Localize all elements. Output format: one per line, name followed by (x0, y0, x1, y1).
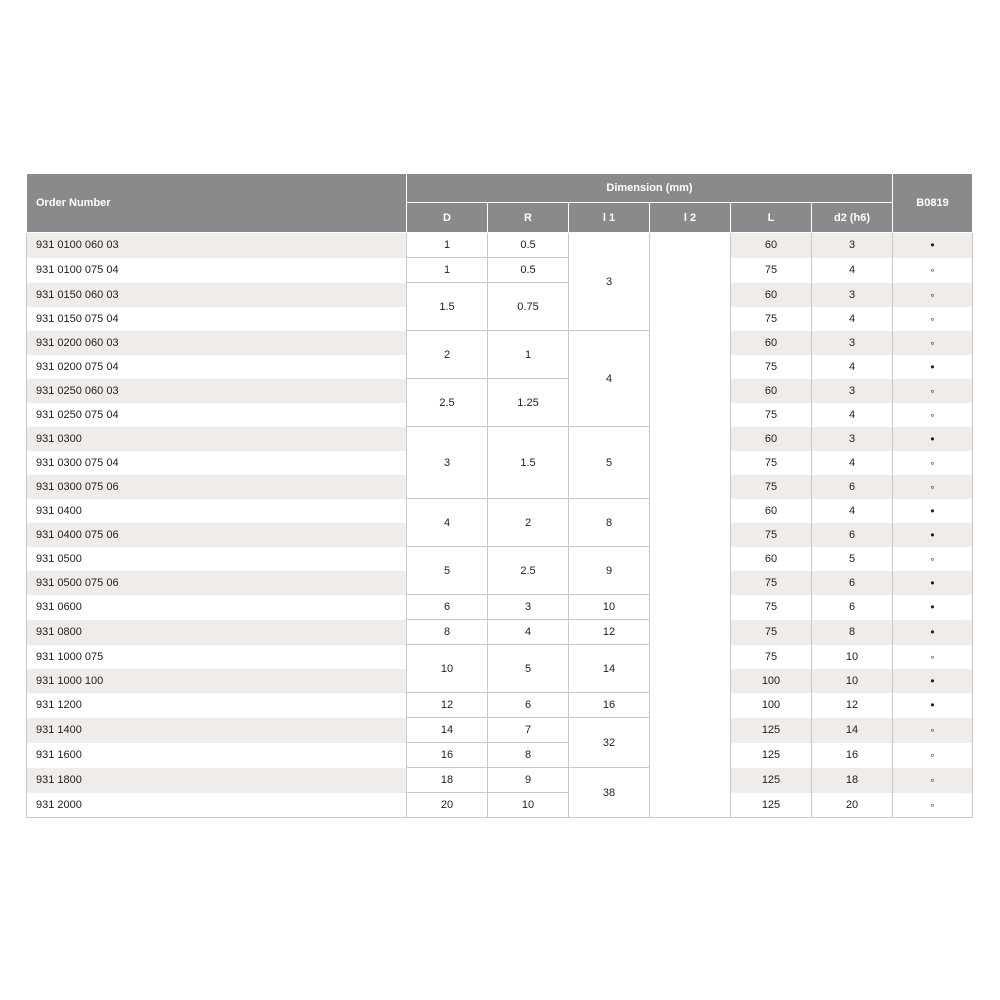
order-number-cell: 931 1400 (27, 718, 407, 743)
table-body (27, 233, 973, 818)
l-cell: 60 (731, 499, 812, 523)
col-header-d2: d2 (h6) (812, 203, 893, 233)
order-number-cell: 931 0150 060 03 (27, 283, 407, 307)
r-cell: 7 (488, 718, 569, 743)
l2-cell (650, 233, 731, 818)
l-cell: 125 (731, 743, 812, 768)
availability-mark: • (893, 523, 973, 547)
order-number-cell: 931 1600 (27, 743, 407, 768)
d2-cell: 10 (812, 669, 893, 693)
l-cell: 75 (731, 645, 812, 669)
l-cell: 100 (731, 669, 812, 693)
d2-cell: 5 (812, 547, 893, 571)
l1-cell: 5 (569, 427, 650, 499)
r-cell: 10 (488, 793, 569, 818)
d2-cell: 8 (812, 620, 893, 645)
order-number-cell: 931 1200 (27, 693, 407, 718)
order-number-cell: 931 0200 075 04 (27, 355, 407, 379)
table-row (27, 693, 973, 718)
l-cell: 60 (731, 547, 812, 571)
availability-mark: ◦ (893, 451, 973, 475)
order-number-cell: 931 0150 075 04 (27, 307, 407, 331)
order-number-cell: 931 0400 (27, 499, 407, 523)
l-cell: 75 (731, 355, 812, 379)
availability-mark: ◦ (893, 403, 973, 427)
r-cell: 1.25 (488, 379, 569, 427)
table-row (27, 793, 973, 818)
d2-cell: 6 (812, 571, 893, 595)
availability-mark: • (893, 355, 973, 379)
availability-mark: ◦ (893, 793, 973, 818)
availability-mark: ◦ (893, 379, 973, 403)
l1-cell: 10 (569, 595, 650, 620)
d2-cell: 4 (812, 451, 893, 475)
d2-cell: 3 (812, 233, 893, 258)
l-cell: 125 (731, 768, 812, 793)
d2-cell: 20 (812, 793, 893, 818)
d-cell: 16 (407, 743, 488, 768)
r-cell: 1.5 (488, 427, 569, 499)
d-cell: 6 (407, 595, 488, 620)
r-cell: 2.5 (488, 547, 569, 595)
r-cell: 9 (488, 768, 569, 793)
availability-mark: ◦ (893, 475, 973, 499)
order-number-cell: 931 0300 (27, 427, 407, 451)
col-header-r: R (488, 203, 569, 233)
l-cell: 60 (731, 283, 812, 307)
col-header-l1: l 1 (569, 203, 650, 233)
d2-cell: 6 (812, 523, 893, 547)
availability-mark: • (893, 669, 973, 693)
availability-mark: • (893, 620, 973, 645)
l-cell: 60 (731, 233, 812, 258)
d2-cell: 16 (812, 743, 893, 768)
r-cell: 4 (488, 620, 569, 645)
d2-cell: 14 (812, 718, 893, 743)
d-cell: 8 (407, 620, 488, 645)
d-cell: 10 (407, 645, 488, 693)
d2-cell: 3 (812, 331, 893, 355)
code-header: B0819 (893, 174, 973, 233)
d-cell: 2.5 (407, 379, 488, 427)
l1-cell: 32 (569, 718, 650, 768)
availability-mark: ◦ (893, 743, 973, 768)
availability-mark: ◦ (893, 718, 973, 743)
order-number-cell: 931 0300 075 06 (27, 475, 407, 499)
l-cell: 75 (731, 307, 812, 331)
l-cell: 75 (731, 571, 812, 595)
availability-mark: • (893, 427, 973, 451)
order-number-cell: 931 0600 (27, 595, 407, 620)
order-number-cell: 931 0250 060 03 (27, 379, 407, 403)
l-cell: 75 (731, 403, 812, 427)
table-row (27, 620, 973, 645)
table-row (27, 595, 973, 620)
d2-cell: 10 (812, 645, 893, 669)
order-number-cell: 931 0800 (27, 620, 407, 645)
d2-cell: 4 (812, 355, 893, 379)
l1-cell: 8 (569, 499, 650, 547)
order-number-cell: 931 0300 075 04 (27, 451, 407, 475)
col-header-l: L (731, 203, 812, 233)
l1-cell: 9 (569, 547, 650, 595)
availability-mark: • (893, 595, 973, 620)
col-header-d: D (407, 203, 488, 233)
d2-cell: 4 (812, 499, 893, 523)
availability-mark: ◦ (893, 645, 973, 669)
l1-cell: 38 (569, 768, 650, 818)
availability-mark: ◦ (893, 283, 973, 307)
d2-cell: 3 (812, 379, 893, 403)
l-cell: 60 (731, 331, 812, 355)
d2-cell: 4 (812, 403, 893, 427)
r-cell: 0.75 (488, 283, 569, 331)
order-number-cell: 931 1000 075 (27, 645, 407, 669)
availability-mark: ◦ (893, 768, 973, 793)
r-cell: 1 (488, 331, 569, 379)
d2-cell: 6 (812, 595, 893, 620)
l-cell: 100 (731, 693, 812, 718)
l-cell: 75 (731, 620, 812, 645)
l-cell: 75 (731, 258, 812, 283)
order-number-cell: 931 1000 100 (27, 669, 407, 693)
table-row (27, 331, 973, 355)
order-number-cell: 931 0400 075 06 (27, 523, 407, 547)
table-row (27, 718, 973, 743)
r-cell: 5 (488, 645, 569, 693)
d2-cell: 12 (812, 693, 893, 718)
table-row (27, 499, 973, 523)
d2-cell: 6 (812, 475, 893, 499)
dimension-header: Dimension (mm) (407, 174, 893, 203)
l-cell: 60 (731, 427, 812, 451)
availability-mark: ◦ (893, 258, 973, 283)
availability-mark: ◦ (893, 307, 973, 331)
d2-cell: 3 (812, 283, 893, 307)
table-row (27, 645, 973, 669)
l-cell: 75 (731, 595, 812, 620)
d-cell: 12 (407, 693, 488, 718)
order-number-header: Order Number (27, 174, 407, 233)
order-number-cell: 931 0500 (27, 547, 407, 571)
table-row (27, 379, 973, 403)
product-dimension-table (26, 173, 973, 818)
d-cell: 2 (407, 331, 488, 379)
r-cell: 2 (488, 499, 569, 547)
l1-cell: 3 (569, 233, 650, 331)
l-cell: 75 (731, 475, 812, 499)
availability-mark: • (893, 571, 973, 595)
l-cell: 125 (731, 718, 812, 743)
d-cell: 1.5 (407, 283, 488, 331)
d-cell: 5 (407, 547, 488, 595)
r-cell: 8 (488, 743, 569, 768)
availability-mark: • (893, 499, 973, 523)
table-row (27, 743, 973, 768)
availability-mark: • (893, 233, 973, 258)
table-row (27, 427, 973, 451)
l-cell: 125 (731, 793, 812, 818)
availability-mark: ◦ (893, 547, 973, 571)
table-row (27, 283, 973, 307)
d-cell: 20 (407, 793, 488, 818)
table-row (27, 768, 973, 793)
r-cell: 0.5 (488, 258, 569, 283)
d-cell: 1 (407, 233, 488, 258)
l1-cell: 12 (569, 620, 650, 645)
availability-mark: ◦ (893, 331, 973, 355)
order-number-cell: 931 0100 060 03 (27, 233, 407, 258)
l1-cell: 4 (569, 331, 650, 427)
r-cell: 6 (488, 693, 569, 718)
d2-cell: 4 (812, 307, 893, 331)
r-cell: 0.5 (488, 233, 569, 258)
l-cell: 75 (731, 523, 812, 547)
d2-cell: 18 (812, 768, 893, 793)
d-cell: 3 (407, 427, 488, 499)
d-cell: 4 (407, 499, 488, 547)
d-cell: 1 (407, 258, 488, 283)
order-number-cell: 931 0200 060 03 (27, 331, 407, 355)
l1-cell: 16 (569, 693, 650, 718)
availability-mark: • (893, 693, 973, 718)
order-number-cell: 931 0250 075 04 (27, 403, 407, 427)
l1-cell: 14 (569, 645, 650, 693)
table-row (27, 258, 973, 283)
order-number-cell: 931 1800 (27, 768, 407, 793)
table-row (27, 233, 973, 258)
r-cell: 3 (488, 595, 569, 620)
d2-cell: 4 (812, 258, 893, 283)
l-cell: 75 (731, 451, 812, 475)
order-number-cell: 931 0100 075 04 (27, 258, 407, 283)
col-header-l2: l 2 (650, 203, 731, 233)
d-cell: 18 (407, 768, 488, 793)
d2-cell: 3 (812, 427, 893, 451)
order-number-cell: 931 0500 075 06 (27, 571, 407, 595)
order-number-cell: 931 2000 (27, 793, 407, 818)
l-cell: 60 (731, 379, 812, 403)
d-cell: 14 (407, 718, 488, 743)
table-row (27, 547, 973, 571)
